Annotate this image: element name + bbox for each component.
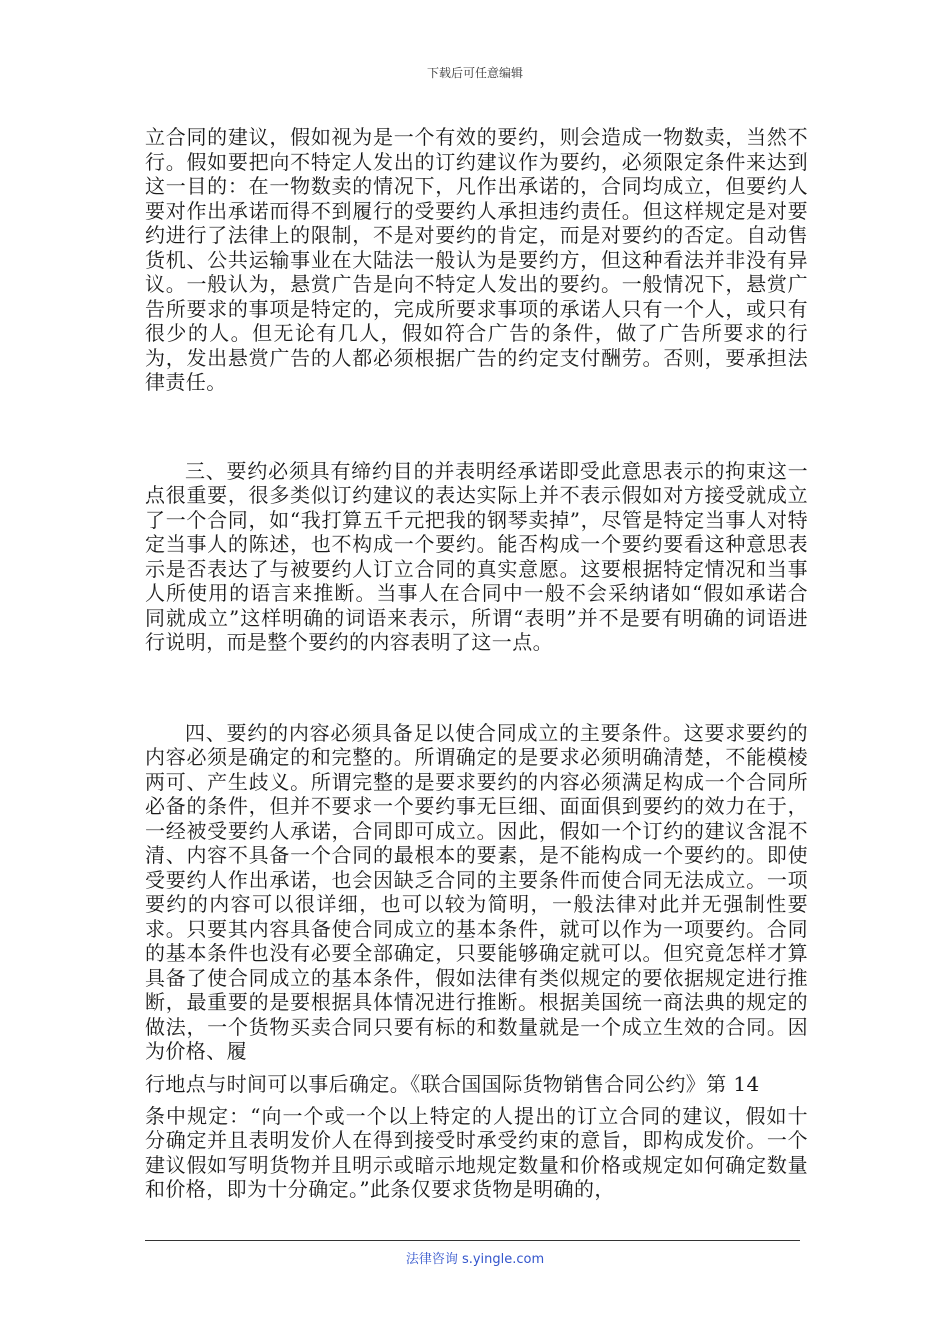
paragraph-section-four-line: 行地点与时间可以事后确定。《联合国国际货物销售合同公约》第 14 <box>145 1071 760 1096</box>
paragraph-section-four-tail: 条中规定：“向一个或一个以上特定的人提出的订立合同的建议，假如十分确定并且表明发价人在得到接受时承受约束的意旨，即构成发价。一个建议假如写明货物并且明示或暗示地规定数量和价格或规定如何确定数量和价格，即为十分确定。”此条仅要求货物是明确的， <box>145 1103 808 1201</box>
paragraph-continuation: 立合同的建议，假如视为是一个有效的要约，则会造成一物数卖，当然不行。假如要把向不特定人发出的订约建议作为要约，必须限定条件来达到这一目的：在一物数卖的情况下，凡作出承诺的，合同均成立，但要约人要对作出承诺而得不到履行的受要约人承担违约责任。但这样规定是对要约进行了法律上的限制，不是对要约的肯定，而是对要约的否定。自动售货机、公共运输事业在大陆法一般认为是要约方，但这种看法并非没有异议。一般认为，悬赏广告是向不特定人发出的要约。一般情况下，悬赏广告所要求的事项是特定的，完成所要求事项的承诺人只有一个人，或只有很少的人。但无论有几人，假如符合广告的条件，做了广告所要求的行为，发出悬赏广告的人都必须根据广告的约定支付酬劳。否则，要承担法律责任。 <box>145 125 808 394</box>
footer-link[interactable]: 法律咨询 s.yingle.com <box>405 1252 545 1267</box>
document-body <box>145 125 808 1202</box>
paragraph-section-four: 四、要约的内容必须具备足以使合同成立的主要条件。这要求要约的内容必须是确定的和完整的。所谓确定的是要求必须明确清楚，不能模棱两可、产生歧义。所谓完整的是要求要约的内容必须满足构成一个合同所必备的条件，但并不要求一个要约事无巨细、面面俱到要约的效力在于，一经被受要约人承诺，合同即可成立。因此，假如一个订约的建议含混不清、内容不具备一个合同的最根本的要素，是不能构成一个要约的。即使受要约人作出承诺，也会因缺乏合同的主要条件而使合同无法成立。一项要约的内容可以很详细，也可以较为简明，一般法律对此并无强制性要求。只要其内容具备使合同成立的基本条件，就可以作为一项要约。合同的基本条件也没有必要全部确定，只要能够确定就可以。但究竟怎样才算具备了使合同成立的基本条件，假如法律有类似规定的要依据规定进行推断，最重要的是要根据具体情况进行推断。根据美国统一商法典的规定的做法，一个货物买卖合同只要有标的和数量就是一个成立生效的合同。因为价格、履 <box>145 720 808 1063</box>
footer-divider <box>145 1240 800 1241</box>
paragraph-section-three: 三、要约必须具有缔约目的并表明经承诺即受此意思表示的拘束这一点很重要，很多类似订约建议的表达实际上并不表示假如对方接受就成立了一个合同，如“我打算五千元把我的钢琴卖掉”，尽管是特定当事人对特定当事人的陈述，也不构成一个要约。能否构成一个要约要看这种意思表示是否表达了与被要约人订立合同的真实意愿。这要根据特定情况和当事人所使用的语言来推断。当事人在合同中一般不会采纳诸如“假如承诺合同就成立”这样明确的词语来表示，所谓“表明”并不是要有明确的词语进行说明，而是整个要约的内容表明了这一点。 <box>145 458 808 654</box>
page-header: 下载后可任意编辑 <box>426 66 523 80</box>
paragraph-spacer <box>145 655 808 721</box>
paragraph-spacer <box>145 395 808 459</box>
